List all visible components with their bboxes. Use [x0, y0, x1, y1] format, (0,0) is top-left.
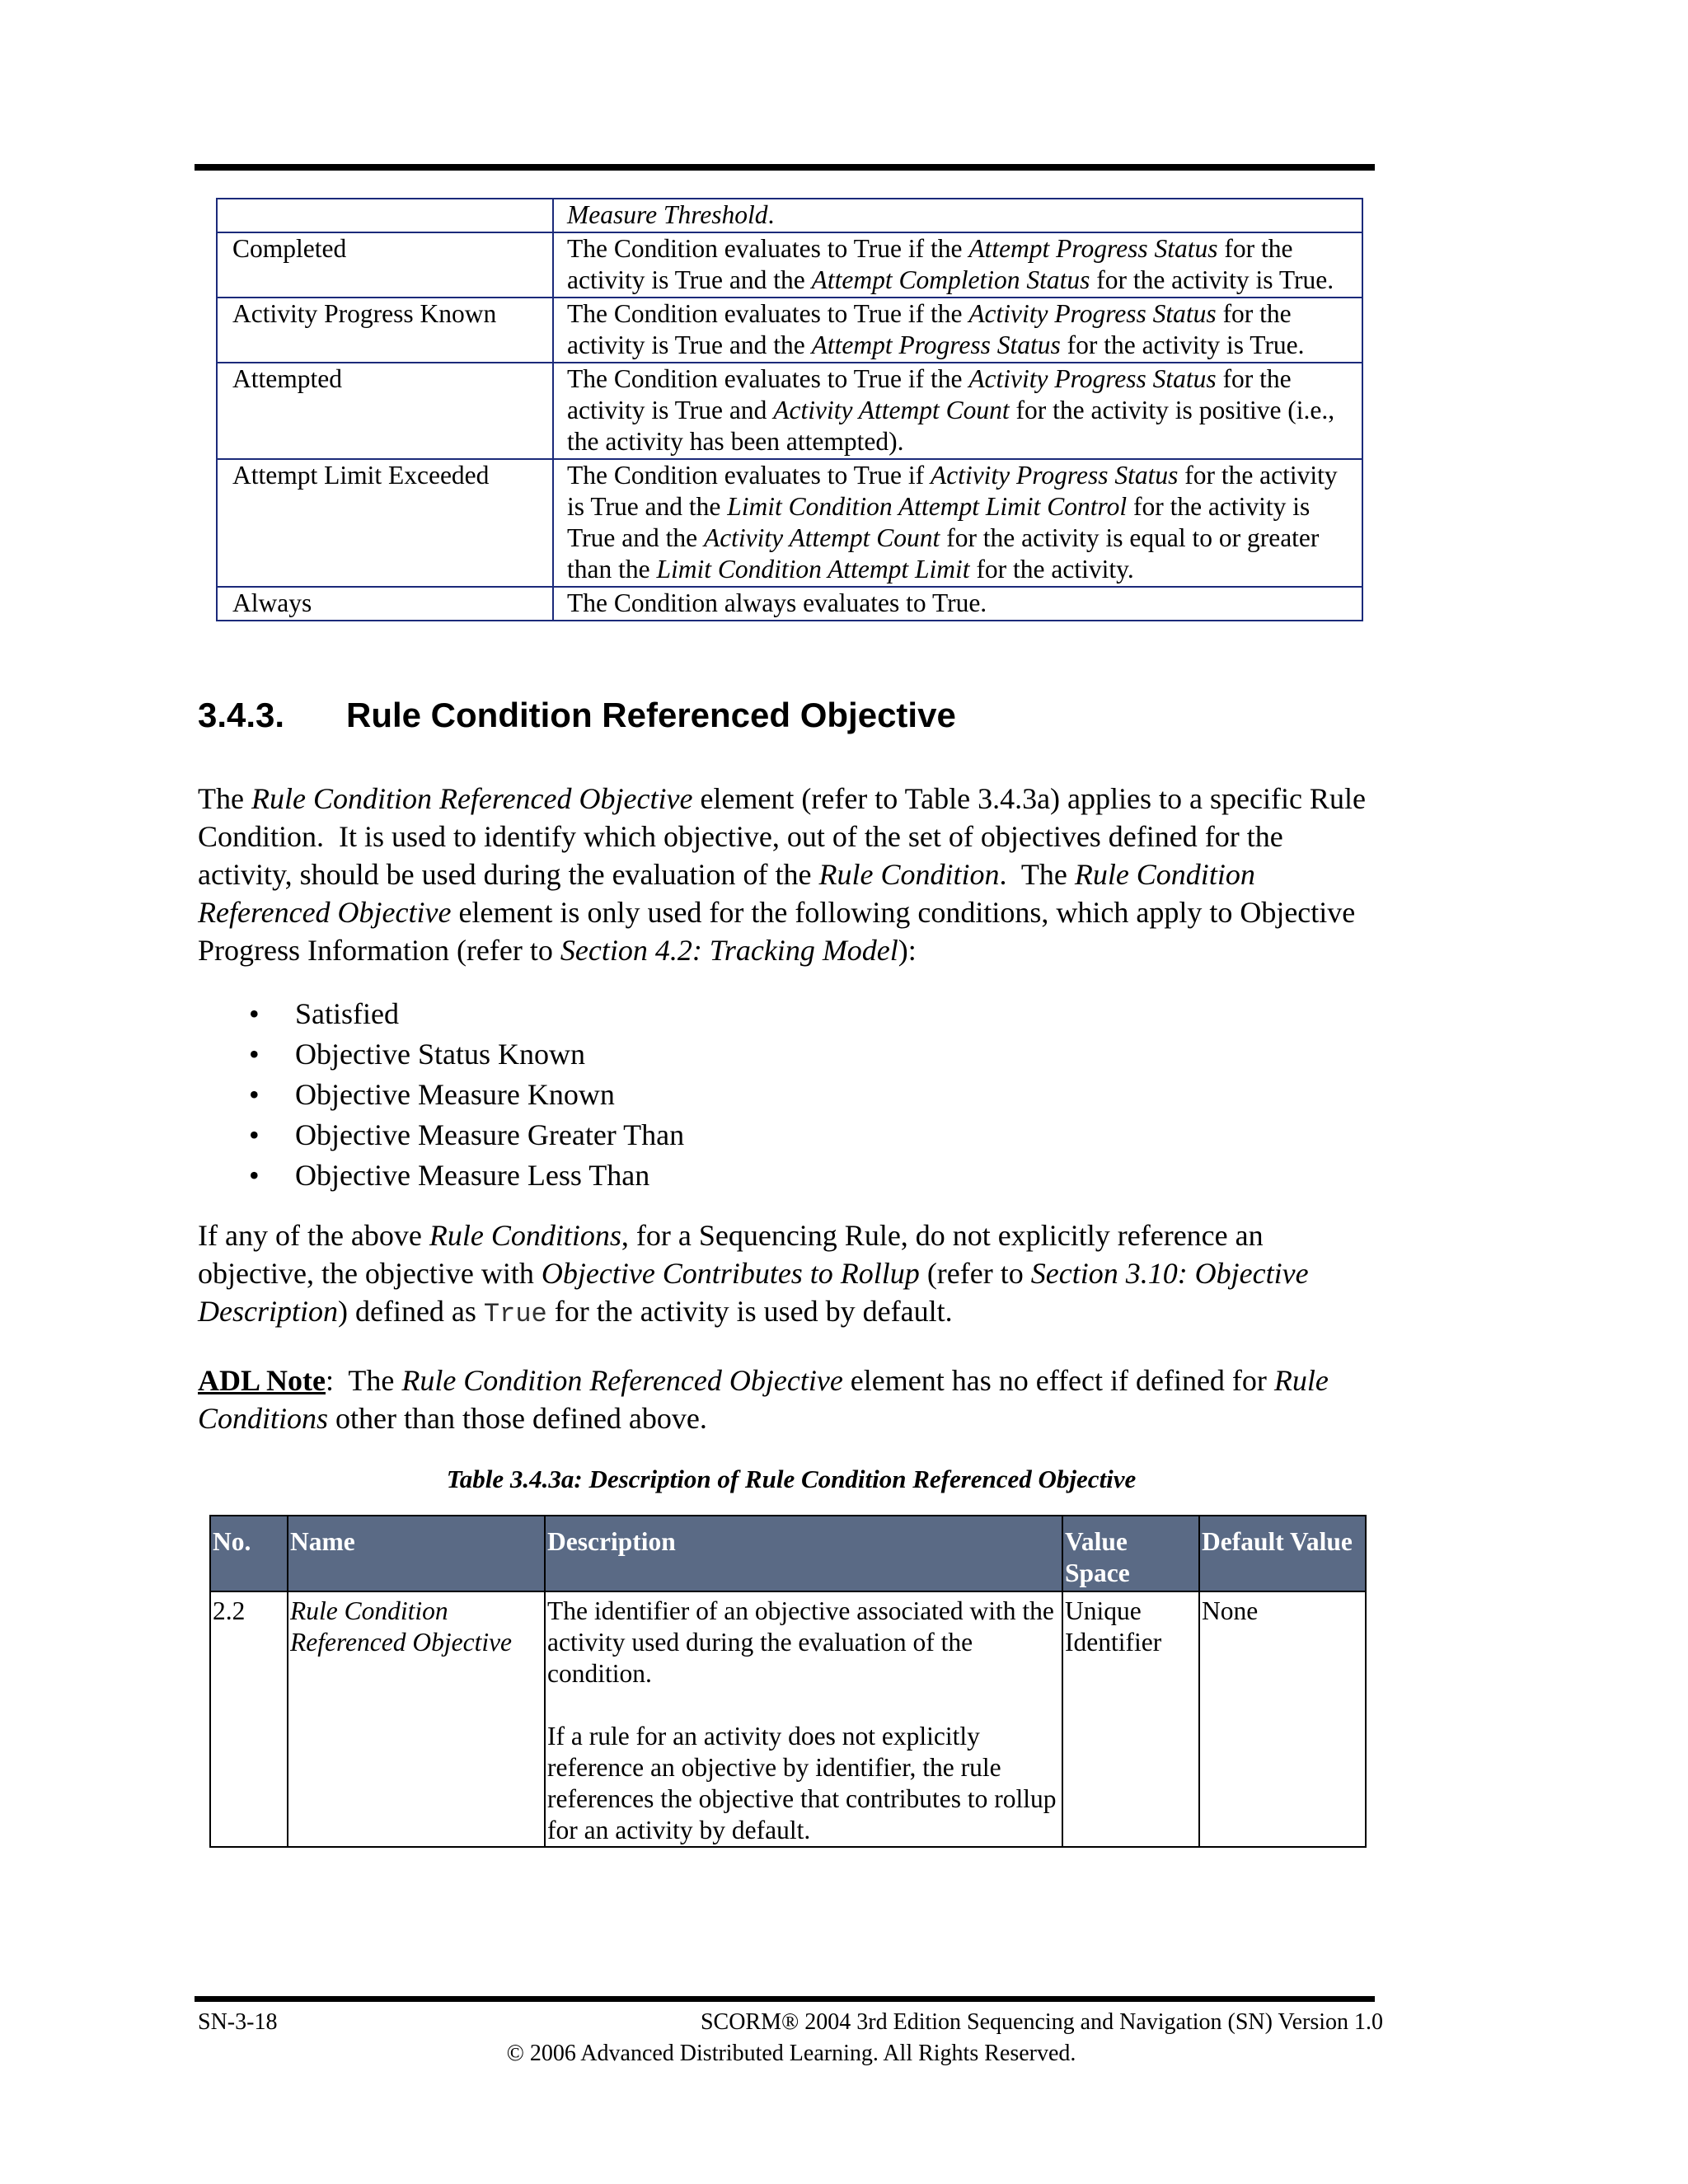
- adl-note-text: : The Rule Condition Referenced Objective element has no effect if defined for Rule Conditions other than those defined above.: [198, 1364, 1329, 1435]
- list-item-text: Objective Measure Less Than: [295, 1159, 650, 1192]
- footer-rule: [195, 1996, 1375, 2002]
- footer-page-id: SN-3-18: [198, 2009, 278, 2035]
- condition-name-cell: Activity Progress Known: [217, 298, 553, 363]
- cell-name: [288, 1591, 545, 1847]
- description-table: [209, 1515, 1367, 1848]
- cell-description: [545, 1591, 1062, 1847]
- condition-table: [216, 198, 1363, 621]
- list-item: [198, 1075, 684, 1115]
- condition-name-cell: Completed: [217, 232, 553, 298]
- table-row: [217, 587, 1362, 621]
- list-item: [198, 1034, 684, 1075]
- default-objective-paragraph: If any of the above Rule Conditions, for a Sequencing Rule, do not explicitly reference an objective, the objective with Objective Contributes to Rollup (refer to Section 3.10: Objective Description) defined as True for the activity is used by default.: [198, 1219, 1309, 1329]
- description-paragraph-2: If a rule for an activity does not explicitly reference an objective by identifier, the rule references the objective that contributes to rollup for an activity by default.: [547, 1722, 1057, 1844]
- table-row: [217, 232, 1362, 298]
- bullet-icon: •: [249, 1038, 260, 1071]
- cell-default-value: None: [1199, 1591, 1366, 1847]
- list-item-text: Satisfied: [295, 997, 399, 1030]
- adl-note: [198, 1361, 1385, 1437]
- table-row: [217, 363, 1362, 459]
- condition-name-cell: Always: [217, 587, 553, 621]
- description-spacer: [547, 1690, 1060, 1721]
- description-paragraph-1: The identifier of an objective associated with the activity used during the evaluation of the condition.: [547, 1596, 1054, 1688]
- table-row: [210, 1591, 1366, 1847]
- condition-description-cell: The Condition always evaluates to True.: [553, 587, 1362, 621]
- header-rule: [195, 164, 1375, 171]
- cell-value-space: Unique Identifier: [1062, 1591, 1199, 1847]
- section-title: Rule Condition Referenced Objective: [346, 696, 956, 734]
- condition-name-cell: [217, 199, 553, 232]
- footer-doc-title: SCORM® 2004 3rd Edition Sequencing and Navigation (SN) Version 1.0: [700, 2009, 1383, 2035]
- header-no: No.: [210, 1516, 288, 1591]
- list-item-text: Objective Measure Greater Than: [295, 1118, 685, 1151]
- bullet-icon: •: [249, 997, 260, 1030]
- condition-description-cell: The Condition evaluates to True if the Attempt Progress Status for the activity is True and the Attempt Completion Status for the activity is True.: [553, 232, 1362, 298]
- table-row: [217, 298, 1362, 363]
- header-default-value: Default Value: [1199, 1516, 1366, 1591]
- table-caption: Table 3.4.3a: Description of Rule Condition Referenced Objective: [446, 1465, 1137, 1493]
- list-item-text: Objective Measure Known: [295, 1078, 615, 1111]
- footer-copyright: © 2006 Advanced Distributed Learning. All Rights Reserved.: [506, 2041, 1076, 2066]
- header-description: Description: [545, 1516, 1062, 1591]
- bullet-icon: •: [249, 1078, 260, 1111]
- header-value-space: Value Space: [1062, 1516, 1199, 1591]
- cell-name-text: Rule Condition Referenced Objective: [290, 1596, 513, 1657]
- list-item: [198, 994, 684, 1034]
- table-row: [217, 199, 1362, 232]
- list-item: [198, 1155, 684, 1196]
- section-number: 3.4.3.: [198, 696, 285, 734]
- condition-description-cell: The Condition evaluates to True if Activity Progress Status for the activity is True and the Limit Condition Attempt Limit Control for the activity is True and the Activity Attempt Count for the activity is equal to or greater than the Limit Condition Attempt Limit for the activity.: [553, 459, 1362, 587]
- intro-paragraph: The Rule Condition Referenced Objective element (refer to Table 3.4.3a) applies to a specific Rule Condition. It is used to identify which objective, out of the set of objectives defined for the activity, should be used during the evaluation of the Rule Condition. The Rule Condition Referenced Objective element is only used for the following conditions, which apply to Objective Progress Information (refer to Section 4.2: Tracking Model):: [198, 782, 1366, 967]
- table-header-row: [210, 1516, 1366, 1591]
- condition-name-cell: Attempted: [217, 363, 553, 459]
- condition-description-cell: The Condition evaluates to True if the Activity Progress Status for the activity is True and the Attempt Progress Status for the activity is True.: [553, 298, 1362, 363]
- list-item: [198, 1115, 684, 1155]
- list-item-text: Objective Status Known: [295, 1038, 585, 1071]
- condition-bullet-list: [198, 994, 684, 1196]
- adl-note-label: ADL Note: [198, 1364, 326, 1397]
- condition-description-cell: The Condition evaluates to True if the Activity Progress Status for the activity is True and Activity Attempt Count for the activity is positive (i.e., the activity has been attempted).: [553, 363, 1362, 459]
- table-row: [217, 459, 1362, 587]
- bullet-icon: •: [249, 1118, 260, 1151]
- bullet-icon: •: [249, 1159, 260, 1192]
- section-heading: [198, 695, 956, 736]
- condition-name-cell: Attempt Limit Exceeded: [217, 459, 553, 587]
- cell-no: 2.2: [210, 1591, 288, 1847]
- condition-description-cell: Measure Threshold.: [553, 199, 1362, 232]
- header-name: Name: [288, 1516, 545, 1591]
